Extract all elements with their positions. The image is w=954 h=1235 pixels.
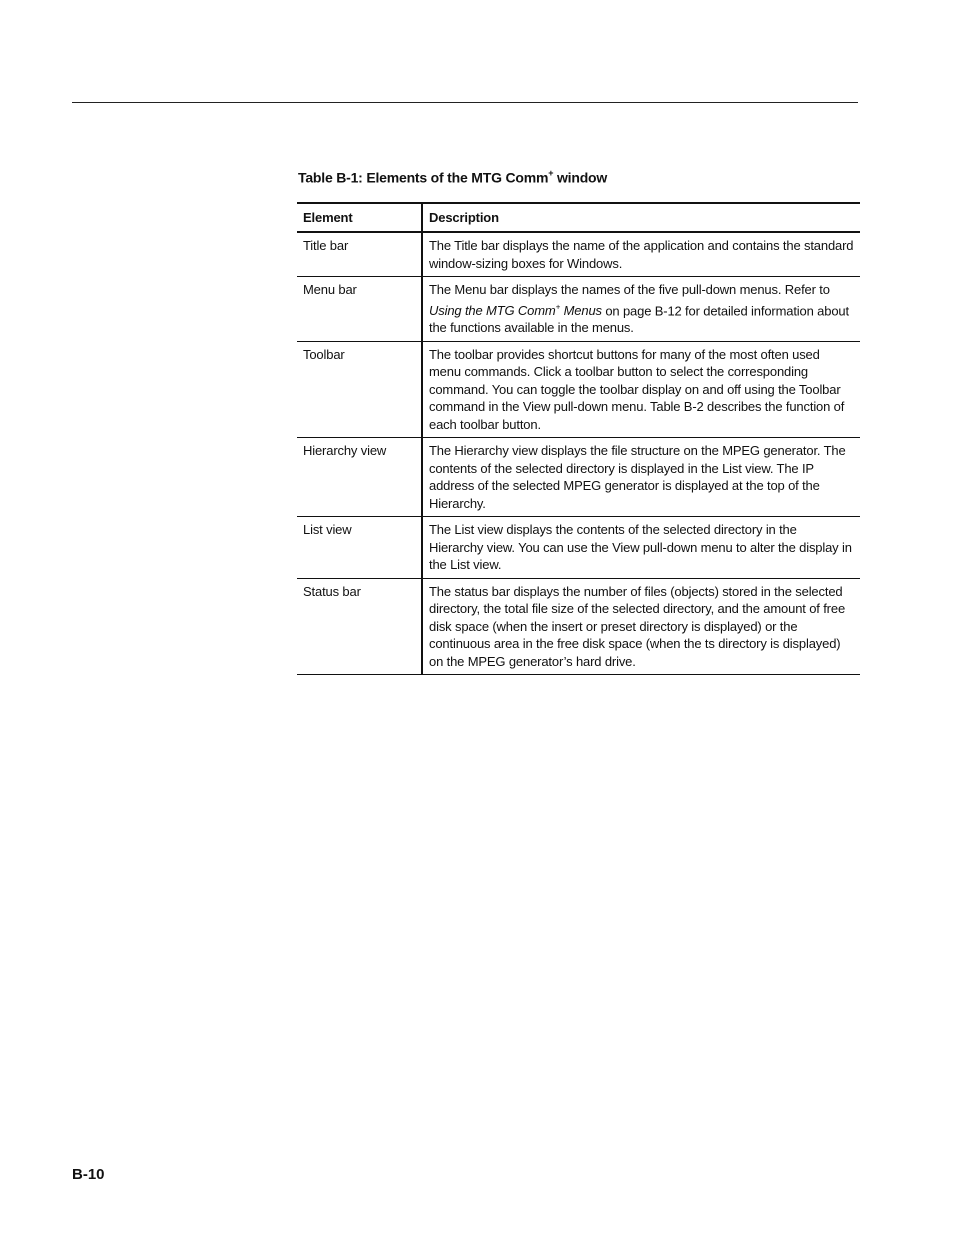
element-cell: Hierarchy view [297,438,422,517]
description-cell [422,277,860,342]
table-row [297,232,860,277]
description-cell: The Hierarchy view displays the file structure on the MPEG generator. The contents of the selected directory is displayed in the List view. The IP address of the selected MPEG generator is displayed at the top of the Hierarchy. [422,438,860,517]
table-header-row [297,203,860,232]
caption-text: Table B-1: Elements of the MTG Comm [298,169,549,186]
caption-superscript: + [548,168,554,178]
description-cell: The List view displays the contents of the selected directory in the Hierarchy view. You can use the View pull-down menu to alter the display in the List view. [422,517,860,579]
description-cell: The toolbar provides shortcut buttons for many of the most often used menu commands. Click a toolbar button to select the corresponding command. You can toggle the toolbar display on and off using the Toolbar command in the View pull-down menu. Table B-2 describes the function of each toolbar button. [422,341,860,438]
header-rule [72,102,858,103]
column-header-element: Element [297,203,422,232]
page-number: B-10 [72,1166,105,1183]
element-cell: Menu bar [297,277,422,342]
table-row [297,517,860,579]
element-cell: List view [297,517,422,579]
table-row [297,438,860,517]
cross-reference-text-end: Menus [560,302,602,318]
description-cell: The status bar displays the number of files (objects) stored in the selected directory, the total file size of the selected directory, and the amount of free disk space (when the insert or preset directory is displayed) or the continuous area in the free disk space (when the ts directory is displayed) on the MPEG generator’s hard drive. [422,578,860,675]
element-cell: Status bar [297,578,422,675]
column-header-description: Description [422,203,860,232]
element-cell: Toolbar [297,341,422,438]
caption-text-end: window [553,169,608,186]
description-text: The Menu bar displays the names of the five pull-down menus. Refer to [429,282,830,297]
cross-reference-superscript: + [555,302,561,312]
cross-reference-text: Using the MTG Comm [429,302,556,318]
description-cell: The Title bar displays the name of the application and contains the standard window-sizing boxes for Windows. [422,232,860,277]
table-row [297,578,860,675]
table-caption [298,169,607,186]
description-text-end: on page B-12 for detailed information about the functions available in the menus. [429,302,849,336]
table-row [297,277,860,342]
cross-reference-link [429,303,602,318]
table-row [297,341,860,438]
elements-table [297,202,860,675]
element-cell: Title bar [297,232,422,277]
